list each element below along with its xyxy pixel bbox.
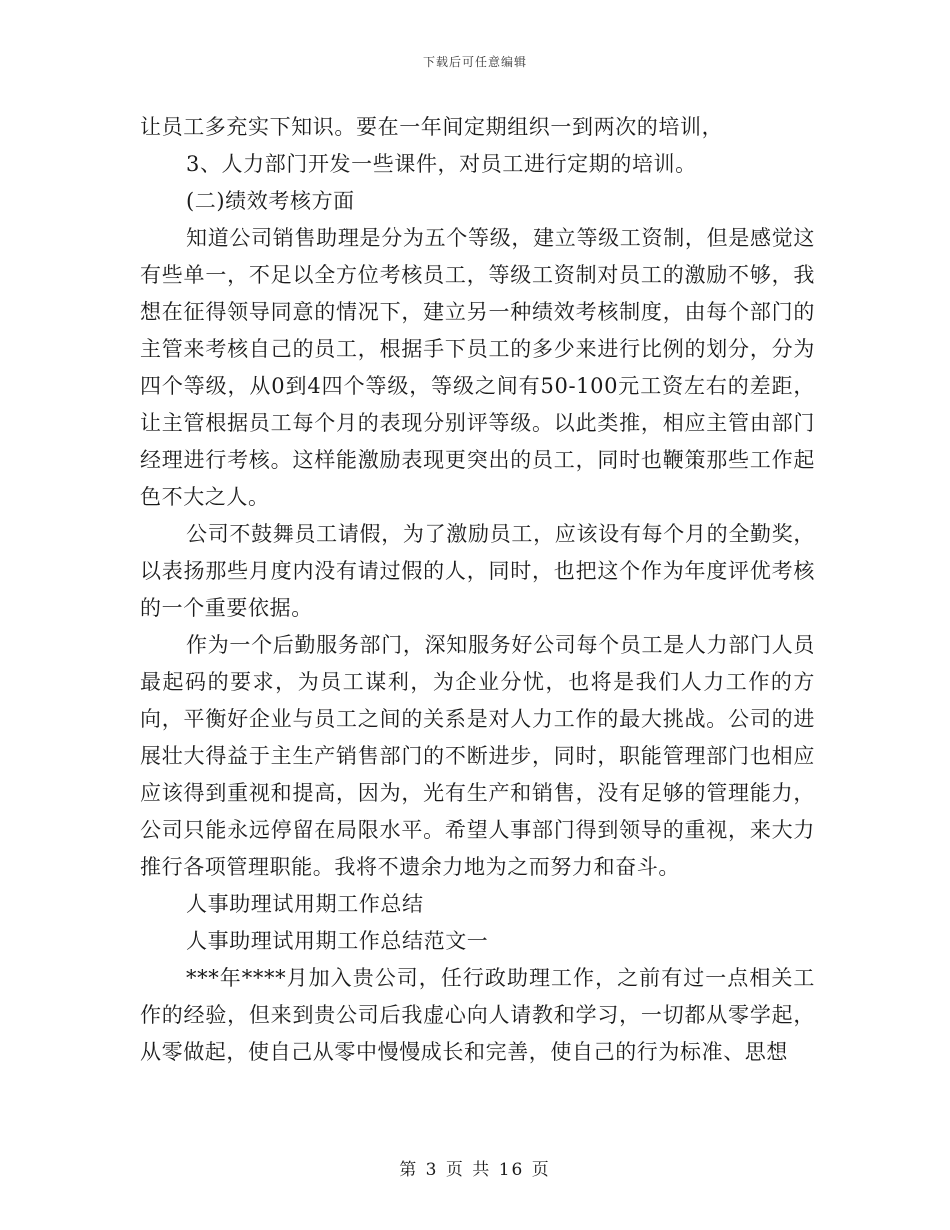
paragraph-6: 作为一个后勤服务部门，深知服务好公司每个员工是人力部门人员最起码的要求，为员工谋利，为企业分忧，也将是我们人力工作的方向，平衡好企业与员工之间的关系是对人力工作的最大挑战。公司的进展壮大得益于主生产销售部门的不断进步，同时，职能管理部门也相应应该得到重视和提高，因为，光有生产和销售，没有足够的管理能力，公司只能永远停留在局限水平。希望人事部门得到领导的重视，来大力推行各项管理职能。我将不遗余力地为之而努力和奋斗。 [140, 633, 815, 879]
section-heading-performance: (二)绩效考核方面 [186, 189, 355, 213]
header-note: 下载后可任意编辑 [422, 55, 527, 69]
doc-subtitle: 人事助理试用期工作总结范文一 [186, 929, 489, 953]
paragraph-1: 让员工多充实下知识。要在一年间定期组织一到两次的培训， [140, 115, 724, 139]
paragraph-5: 公司不鼓舞员工请假，为了激励员工，应该设有每个月的全勤奖，以表扬那些月度内没有请过假的人，同时，也把这个作为年度评优考核的一个重要依据。 [140, 522, 815, 620]
paragraph-4: 知道公司销售助理是分为五个等级，建立等级工资制，但是感觉这有些单一，不足以全方位考核员工，等级工资制对员工的激励不够，我想在征得领导同意的情况下，建立另一种绩效考核制度，由每个部门的主管来考核自己的员工，根据手下员工的多少来进行比例的划分，分为四个等级，从0到4四个等级，等级之间有50-100元工资左右的差距，让主管根据员工每个月的表现分别评等级。以此类推，相应主管由部门经理进行考核。这样能激励表现更突出的员工，同时也鞭策那些工作起色不大之人。 [140, 226, 815, 509]
paragraph-9: ***年****月加入贵公司，任行政助理工作，之前有过一点相关工作的经验，但来到贵公司后我虚心向人请教和学习，一切都从零学起，从零做起，使自己从零中慢慢成长和完善，使自己的行为标准、思想 [140, 966, 815, 1064]
paragraph-2: 3、人力部门开发一些课件，对员工进行定期的培训。 [186, 152, 697, 176]
document-body [140, 109, 815, 1071]
doc-title: 人事助理试用期工作总结 [186, 892, 424, 916]
page-number: 第 3 页 共 16 页 [399, 1160, 551, 1180]
